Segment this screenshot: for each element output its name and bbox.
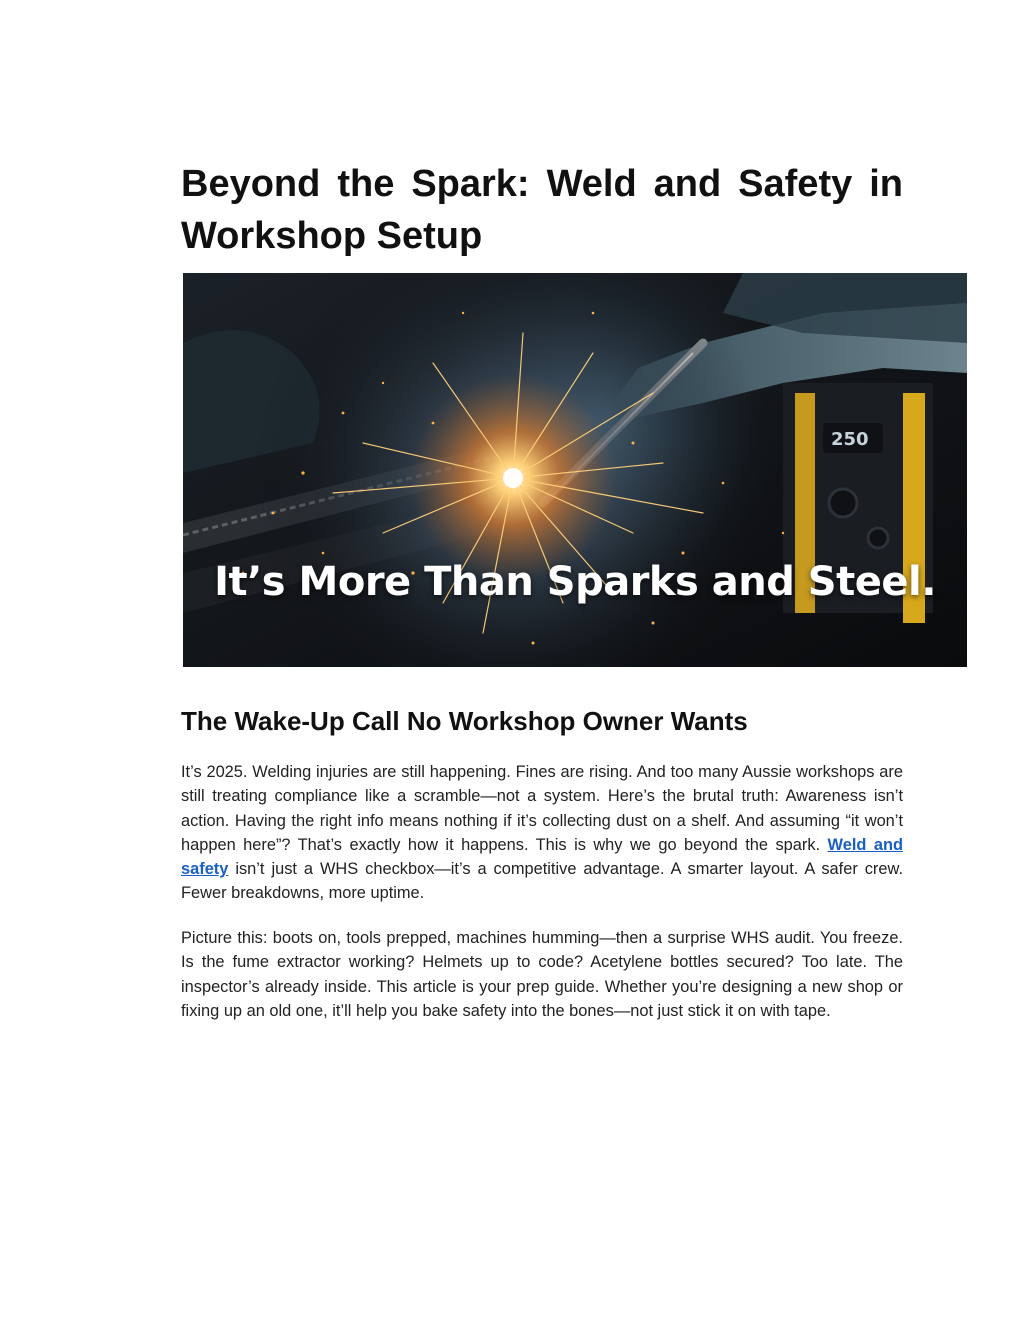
hero-image bbox=[183, 273, 967, 667]
machine-display-readout: 250 bbox=[831, 429, 869, 450]
article-title: Beyond the Spark: Weld and Safety in Workshop Setup bbox=[181, 163, 903, 257]
paragraph-audit-scenario: Picture this: boots on, tools prepped, machines humming—then a surprise WHS audit. You freeze. Is the fume extractor working? Helmets up to code? Acetylene bottles secured? Too late. The inspector’s already inside. This article is your prep guide. Whether you’re designing a new shop or fixing up an old one, it’ll help you bake safety into the bones—not just stick it on with tape. bbox=[181, 929, 903, 1020]
welding-sparks-illustration bbox=[183, 273, 967, 667]
weld-and-safety-link[interactable]: Weld and safety bbox=[181, 835, 903, 879]
paragraph-intro bbox=[181, 760, 903, 906]
paragraph-intro-start: It’s 2025. Welding injuries are still happening. Fines are rising. And too many Aussie workshops are still treating compliance like a scramble—not a system. Here’s the brutal truth: Awareness isn’t action. Having the right info means nothing if it’s collecting dust on a shelf. And assuming “it won’t happen here”? That’s exactly how it happens. This is why we go beyond the spark. bbox=[181, 763, 903, 854]
paragraph-intro-end: isn’t just a WHS checkbox—it’s a competitive advantage. A smarter layout. A safer crew. Fewer breakdowns, more uptime. bbox=[181, 860, 903, 903]
hero-caption: It’s More Than Sparks and Steel. bbox=[214, 559, 936, 605]
section-heading: The Wake-Up Call No Workshop Owner Wants bbox=[181, 706, 748, 736]
